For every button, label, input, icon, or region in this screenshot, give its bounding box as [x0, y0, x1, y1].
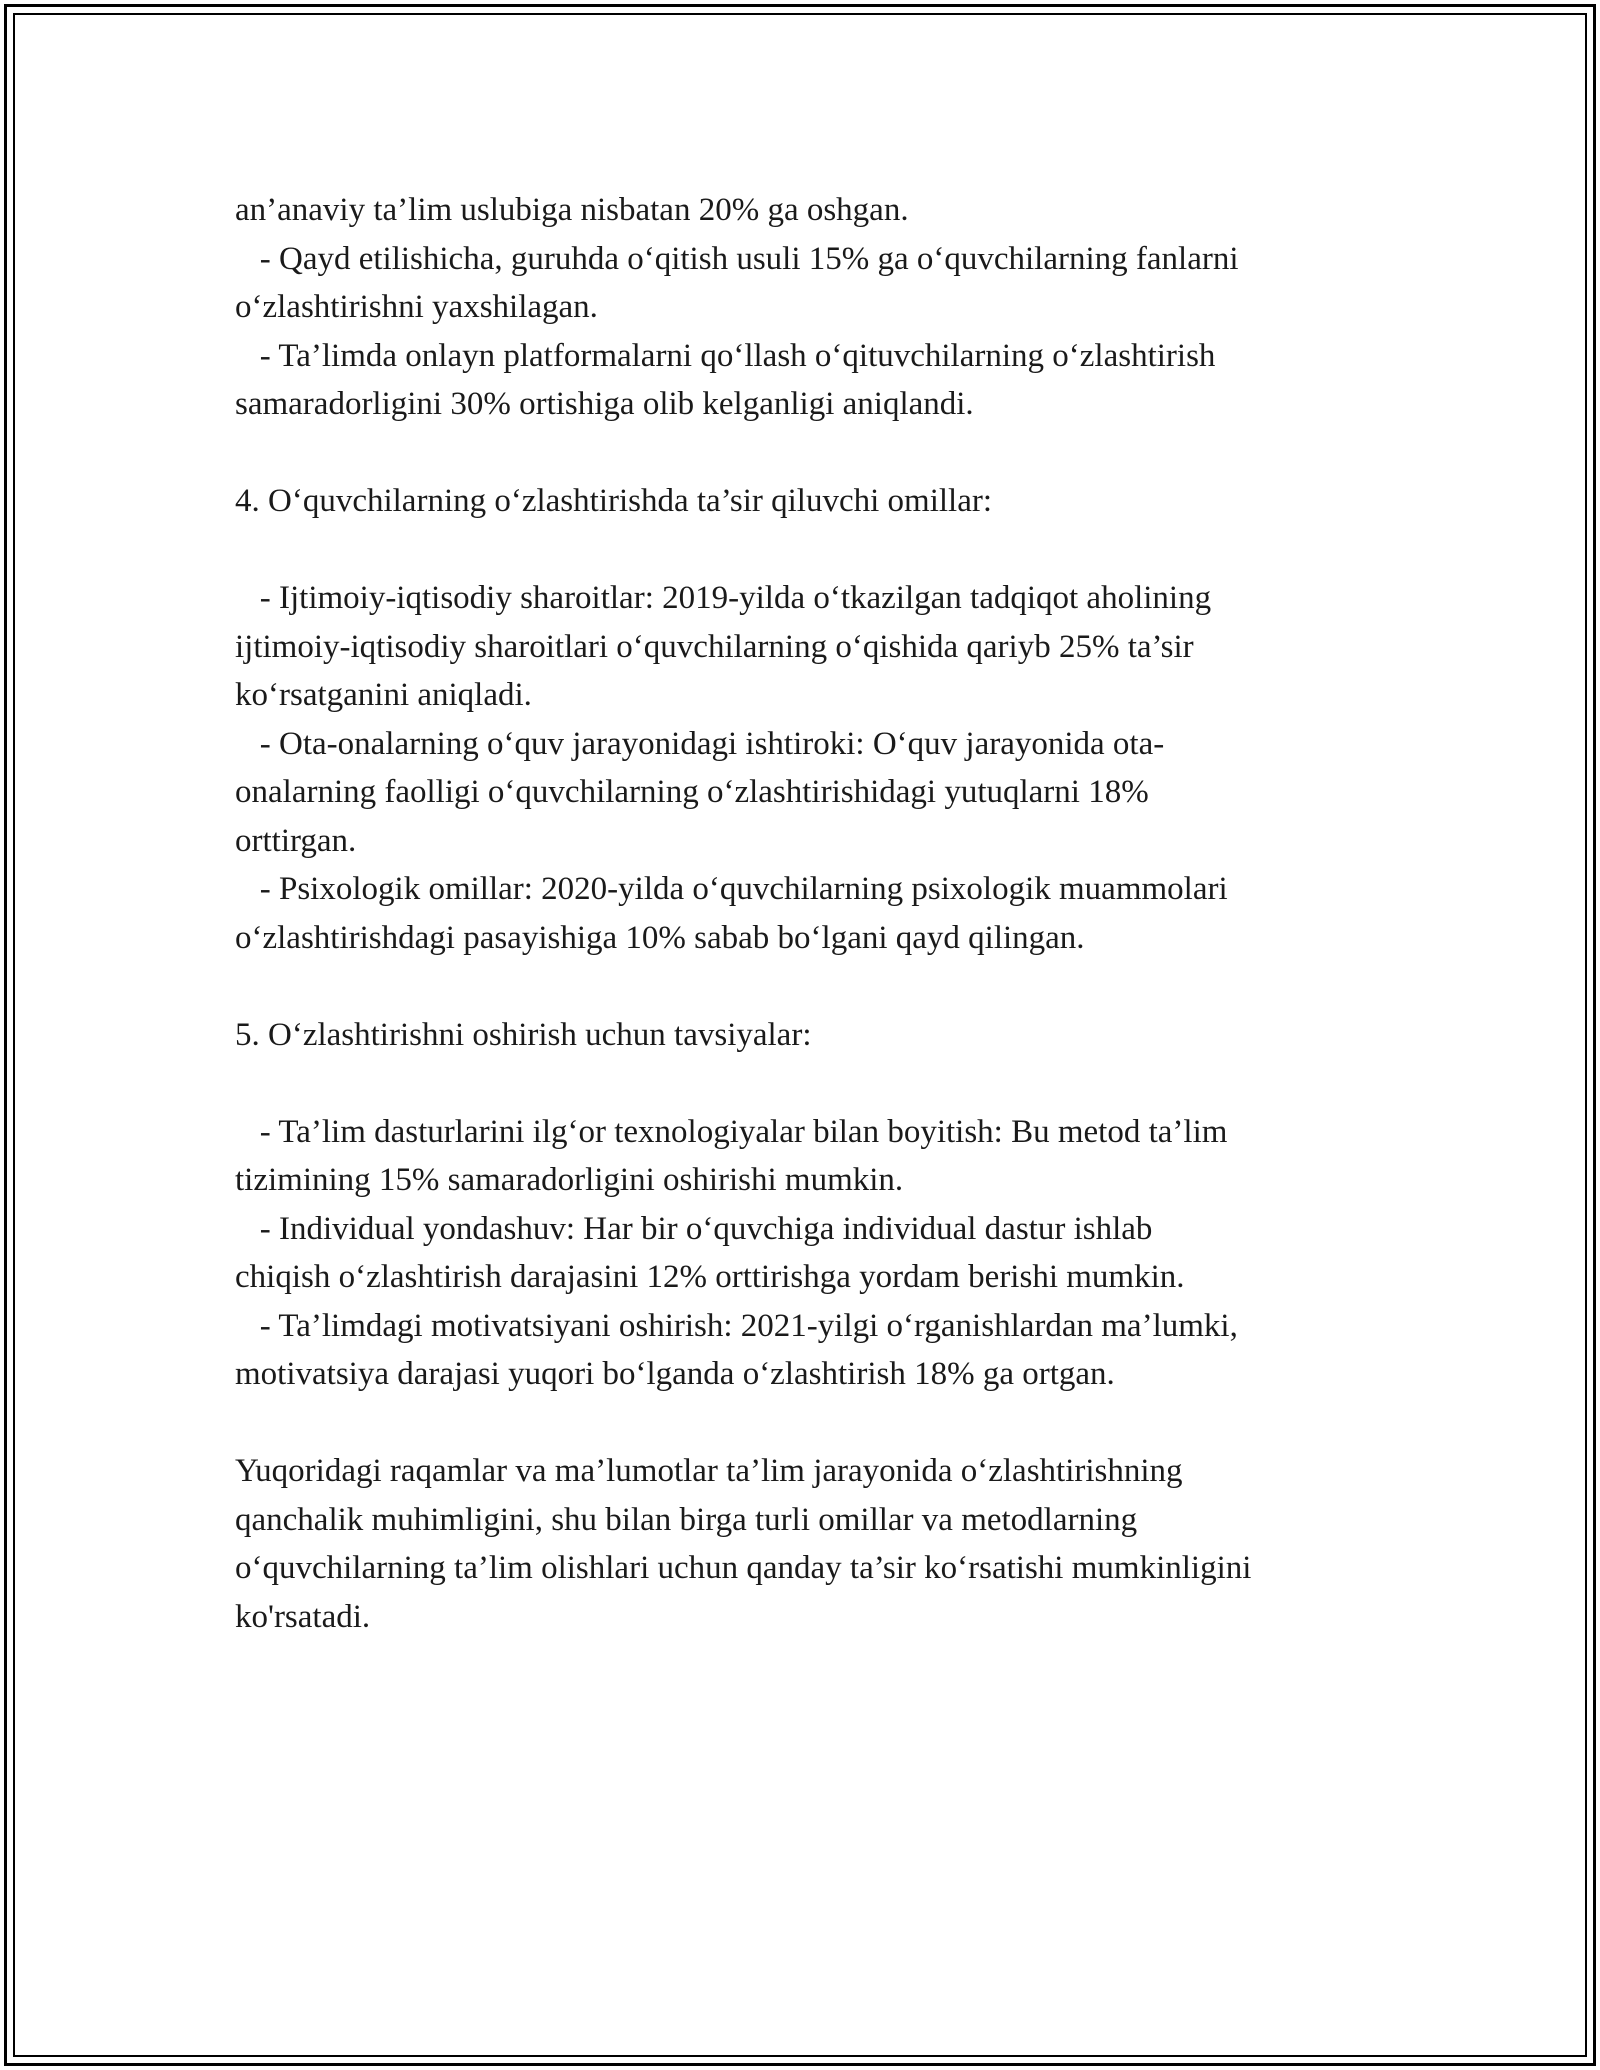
text-line: chiqish o‘zlashtirish darajasini 12% orttirishga yordam berishi mumkin. — [235, 1259, 1185, 1295]
text-line: o‘zlashtirishdagi pasayishiga 10% sabab bo‘lgani qayd qilingan. — [235, 919, 1085, 956]
blank-line — [235, 962, 1415, 1011]
text-line: ijtimoiy-iqtisodiy sharoitlari o‘quvchilarning o‘qishida qariyb 25% ta’sir — [235, 628, 1194, 665]
text-line: onalarning faolligi o‘quvchilarning o‘zlashtirishidagi yutuqlarni 18% — [235, 774, 1149, 810]
list-item-line: - Psixologik omillar: 2020-yilda o‘quvchilarning psixologik muammolari — [235, 871, 1228, 907]
text-line: an’anaviy ta’lim uslubiga nisbatan 20% ga oshgan. — [235, 192, 909, 228]
conclusion-line: o‘quvchilarning ta’lim olishlari uchun qanday ta’sir ko‘rsatishi mumkinligini — [235, 1550, 1252, 1586]
blank-line — [235, 1399, 1415, 1448]
section-heading: 4. O‘quvchilarning o‘zlashtirishda ta’sir qiluvchi omillar: — [235, 483, 993, 519]
conclusion-line: ko'rsatadi. — [235, 1598, 371, 1635]
text-line: o‘zlashtirishni yaxshilagan. — [235, 289, 598, 325]
blank-line — [235, 429, 1415, 478]
text-line: motivatsiya darajasi yuqori bo‘lganda o‘zlashtirish 18% ga ortgan. — [235, 1356, 1115, 1392]
text-line: samaradorligini 30% ortishiga olib kelganligi aniqlandi. — [235, 386, 974, 422]
conclusion-line: Yuqoridagi raqamlar va ma’lumotlar ta’lim jarayonida o‘zlashtirishning — [235, 1453, 1183, 1489]
blank-line — [235, 1059, 1415, 1108]
list-item-line: - Ta’limda onlayn platformalarni qo‘llash o‘qituvchilarning o‘zlashtirish — [235, 337, 1216, 374]
conclusion-line: qanchalik muhimligini, shu bilan birga turli omillar va metodlarning — [235, 1501, 1138, 1538]
text-line: orttirgan. — [235, 822, 357, 859]
blank-line — [235, 526, 1415, 575]
list-item-line: - Individual yondashuv: Har bir o‘quvchiga individual dastur ishlab — [235, 1210, 1153, 1247]
list-item-line: - Ta’limdagi motivatsiyani oshirish: 2021-yilgi o‘rganishlardan ma’lumki, — [235, 1307, 1238, 1344]
list-item-line: - Ijtimoiy-iqtisodiy sharoitlar: 2019-yilda o‘tkazilgan tadqiqot aholining — [235, 580, 1212, 616]
section-heading: 5. O‘zlashtirishni oshirish uchun tavsiyalar: — [235, 1016, 812, 1053]
text-line: ko‘rsatganini aniqladi. — [235, 677, 532, 713]
document-body — [235, 186, 1415, 1641]
list-item-line: - Ta’lim dasturlarini ilg‘or texnologiyalar bilan boyitish: Bu metod ta’lim — [235, 1113, 1228, 1150]
list-item-line: - Ota-onalarning o‘quv jarayonidagi ishtiroki: O‘quv jarayonida ota- — [235, 725, 1165, 762]
text-line: tizimining 15% samaradorligini oshirishi mumkin. — [235, 1162, 904, 1198]
list-item-line: - Qayd etilishicha, guruhda o‘qitish usuli 15% ga o‘quvchilarning fanlarni — [235, 240, 1239, 277]
